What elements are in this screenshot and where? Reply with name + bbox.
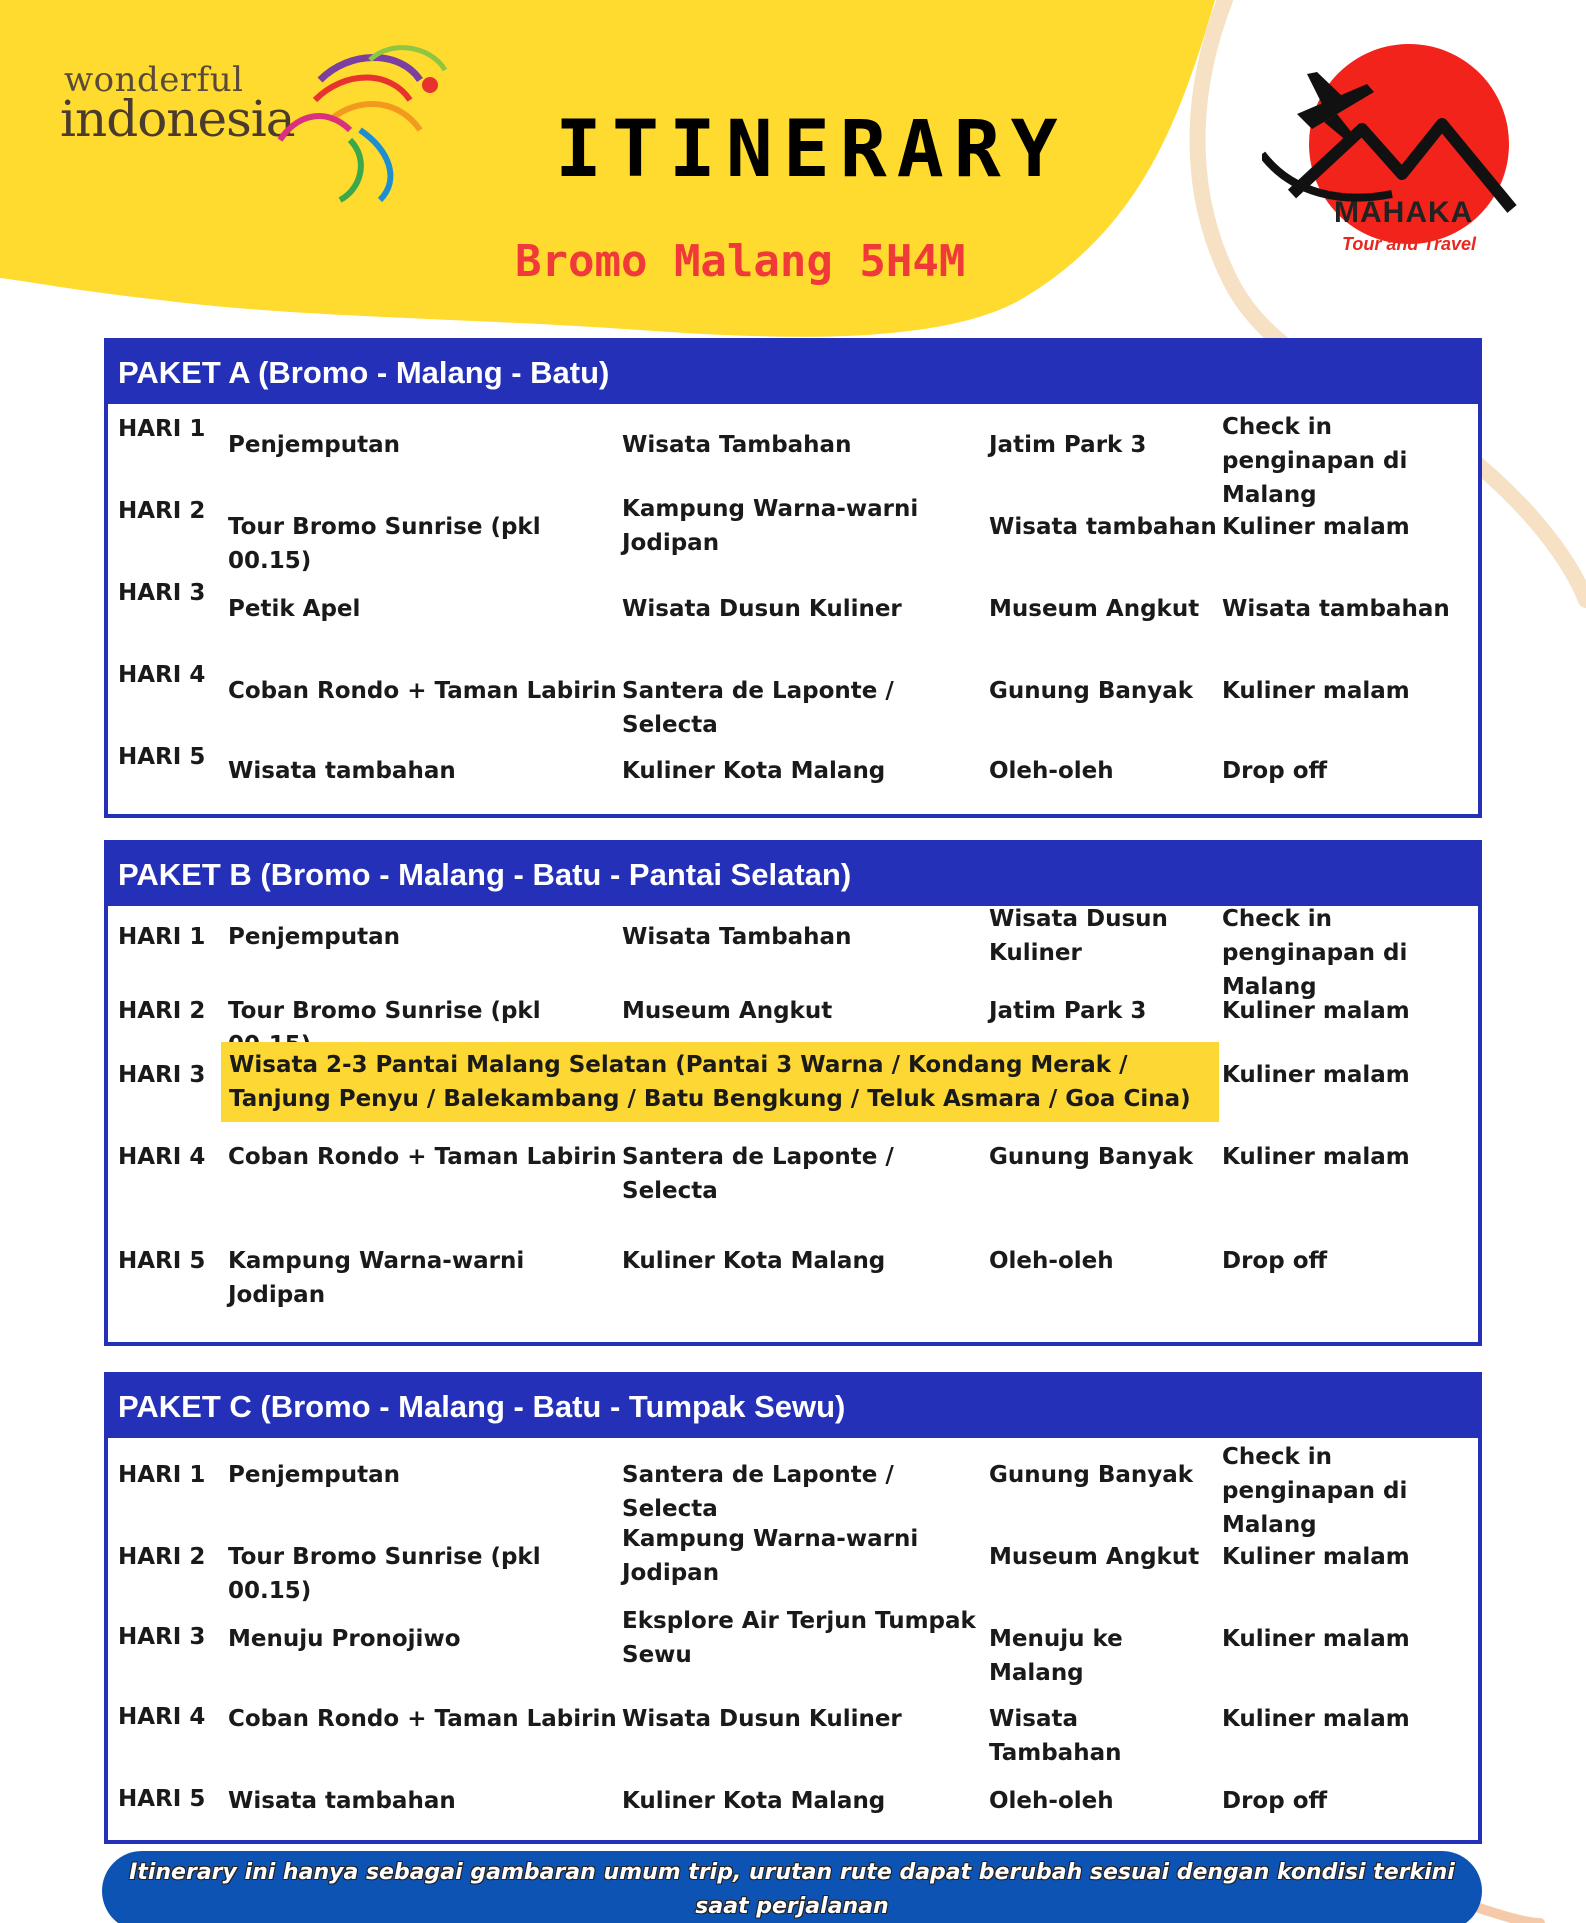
table-row [108, 1602, 1478, 1684]
day-item: Menuju ke Malang [989, 1626, 1123, 1686]
day-item: Gunung Banyak [989, 678, 1194, 704]
day-item: Check in penginapan di Malang [1222, 414, 1408, 508]
day-label: HARI 4 [118, 662, 206, 688]
day-item: Wisata Tambahan [989, 1706, 1122, 1766]
day-item: Wisata tambahan [228, 1788, 456, 1814]
day-label: HARI 1 [118, 924, 206, 950]
table-row [108, 1766, 1478, 1840]
day-item: Penjemputan [228, 924, 401, 950]
day-item: Oleh-oleh [989, 758, 1114, 784]
day-item: Penjemputan [228, 432, 401, 458]
page-subtitle: Bromo Malang 5H4M [515, 236, 966, 287]
day-item: Museum Angkut [989, 1544, 1200, 1570]
day-item: Museum Angkut [989, 596, 1200, 622]
day-label: HARI 5 [118, 1786, 206, 1812]
day-item: Coban Rondo + Taman Labirin [228, 1144, 617, 1170]
day-item: Kuliner malam [1222, 1544, 1410, 1570]
day-item: Santera de Laponte / Selecta [622, 1462, 894, 1522]
mahaka-logo [1262, 44, 1522, 264]
day-item: Kampung Warna-warni Jodipan [228, 1248, 525, 1308]
package-b-table [104, 840, 1482, 1346]
package-c-table [104, 1372, 1482, 1844]
day-item: Santera de Laponte / Selecta [622, 1144, 894, 1204]
mahaka-name: MAHAKA [1334, 196, 1474, 229]
day-item: Kampung Warna-warni Jodipan [622, 496, 919, 556]
day-label: HARI 2 [118, 498, 206, 524]
day-item: Kuliner Kota Malang [622, 1248, 886, 1274]
day-item: Check in penginapan di Malang [1222, 906, 1408, 1000]
table-row [108, 404, 1478, 508]
day-label: HARI 3 [118, 1062, 206, 1088]
day-label: HARI 3 [118, 580, 206, 606]
table-row [108, 732, 1478, 814]
day-item: Tour Bromo Sunrise (pkl 00.15) [228, 1544, 541, 1604]
day-item: Gunung Banyak [989, 1144, 1194, 1170]
day-item: Oleh-oleh [989, 1788, 1114, 1814]
day-item: Kuliner malam [1222, 1626, 1410, 1652]
day-item: Kuliner malam [1222, 1144, 1410, 1170]
day-item: Wisata tambahan [989, 514, 1217, 540]
day-item: Kampung Warna-warni Jodipan [622, 1526, 919, 1586]
table-row [108, 1248, 1478, 1332]
day-item: Wisata Dusun Kuliner [989, 906, 1168, 966]
table-row [108, 906, 1478, 1000]
package-a-title: PAKET A (Bromo - Malang - Batu) [108, 342, 1478, 404]
day-item: Penjemputan [228, 1462, 401, 1488]
day-item: Tour Bromo Sunrise (pkl 00.15) [228, 514, 541, 574]
day-item: Oleh-oleh [989, 1248, 1114, 1274]
table-row [108, 1050, 1478, 1150]
page-title: ITINERARY [555, 105, 1068, 195]
day-item: Wisata tambahan [1222, 596, 1450, 622]
package-c-title: PAKET C (Bromo - Malang - Batu - Tumpak Sewu) [108, 1376, 1478, 1438]
day-item: Menuju Pronojiwo [228, 1626, 461, 1652]
day-label: HARI 1 [118, 416, 206, 442]
day-label: HARI 2 [118, 998, 206, 1024]
day-label: HARI 3 [118, 1624, 206, 1650]
day-label: HARI 5 [118, 1248, 206, 1274]
day-item: Gunung Banyak [989, 1462, 1194, 1488]
day-item: Kuliner malam [1222, 514, 1410, 540]
day-item: Wisata Dusun Kuliner [622, 1706, 902, 1732]
day-item: Kuliner Kota Malang [622, 1788, 886, 1814]
day-item: Wisata Dusun Kuliner [622, 596, 902, 622]
table-row [108, 1520, 1478, 1602]
day-item: Drop off [1222, 1788, 1328, 1814]
table-row [108, 568, 1478, 650]
day-label: HARI 4 [118, 1144, 206, 1170]
day-item: Wisata Tambahan [622, 924, 852, 950]
day-item: Wisata tambahan [228, 758, 456, 784]
package-a-table [104, 338, 1482, 818]
day-item: Kuliner malam [1222, 1062, 1410, 1088]
day-item: Petik Apel [228, 596, 361, 622]
day-item: Santera de Laponte / Selecta [622, 678, 894, 738]
day-item: Eksplore Air Terjun Tumpak Sewu [622, 1608, 976, 1668]
table-row [108, 1438, 1478, 1538]
day-item: Drop off [1222, 1248, 1328, 1274]
beige-curve-bottom [1470, 1905, 1540, 1923]
table-row [108, 486, 1478, 574]
mahaka-tagline: Tour and Travel [1342, 234, 1477, 254]
table-row [108, 650, 1478, 738]
day-label: HARI 5 [118, 744, 206, 770]
logo-line-wonderful: wonderful [64, 60, 244, 100]
logo-line-indonesia: indonesia [60, 90, 295, 148]
day-label: HARI 1 [118, 1462, 206, 1488]
table-row [108, 1144, 1478, 1252]
wonderful-indonesia-logo [60, 40, 460, 210]
highlight-beach-tour: Wisata 2-3 Pantai Malang Selatan (Pantai 3 Warna / Kondang Merak / Tanjung Penyu / Balekambang / Batu Bengkung / Teluk Asmara / Goa Cina) [221, 1042, 1219, 1122]
footer-note: Itinerary ini hanya sebagai gambaran umum trip, urutan rute dapat berubah sesuai dengan kondisi terkini saat perjalanan [129, 1860, 1455, 1919]
day-item: Wisata Tambahan [622, 432, 852, 458]
day-item: Kuliner malam [1222, 1706, 1410, 1732]
day-item: Kuliner malam [1222, 998, 1410, 1024]
day-item: Coban Rondo + Taman Labirin [228, 1706, 617, 1732]
day-item: Coban Rondo + Taman Labirin [228, 678, 617, 704]
day-item: Museum Angkut [622, 998, 833, 1024]
day-item: Drop off [1222, 758, 1328, 784]
day-item: Kuliner malam [1222, 678, 1410, 704]
day-item: Jatim Park 3 [989, 998, 1147, 1024]
footer-note-banner [102, 1851, 1482, 1923]
day-label: HARI 4 [118, 1704, 206, 1730]
day-item: Tour Bromo Sunrise (pkl [228, 998, 541, 1024]
package-b-title: PAKET B (Bromo - Malang - Batu - Pantai Selatan) [108, 844, 1478, 906]
day-item: Check in penginapan di Malang [1222, 1444, 1408, 1538]
day-label: HARI 2 [118, 1544, 206, 1570]
day-item: Jatim Park 3 [989, 432, 1147, 458]
wonderful-indonesia-bird-icon [260, 40, 460, 210]
day-item: Kuliner Kota Malang [622, 758, 886, 784]
table-row [108, 1684, 1478, 1766]
